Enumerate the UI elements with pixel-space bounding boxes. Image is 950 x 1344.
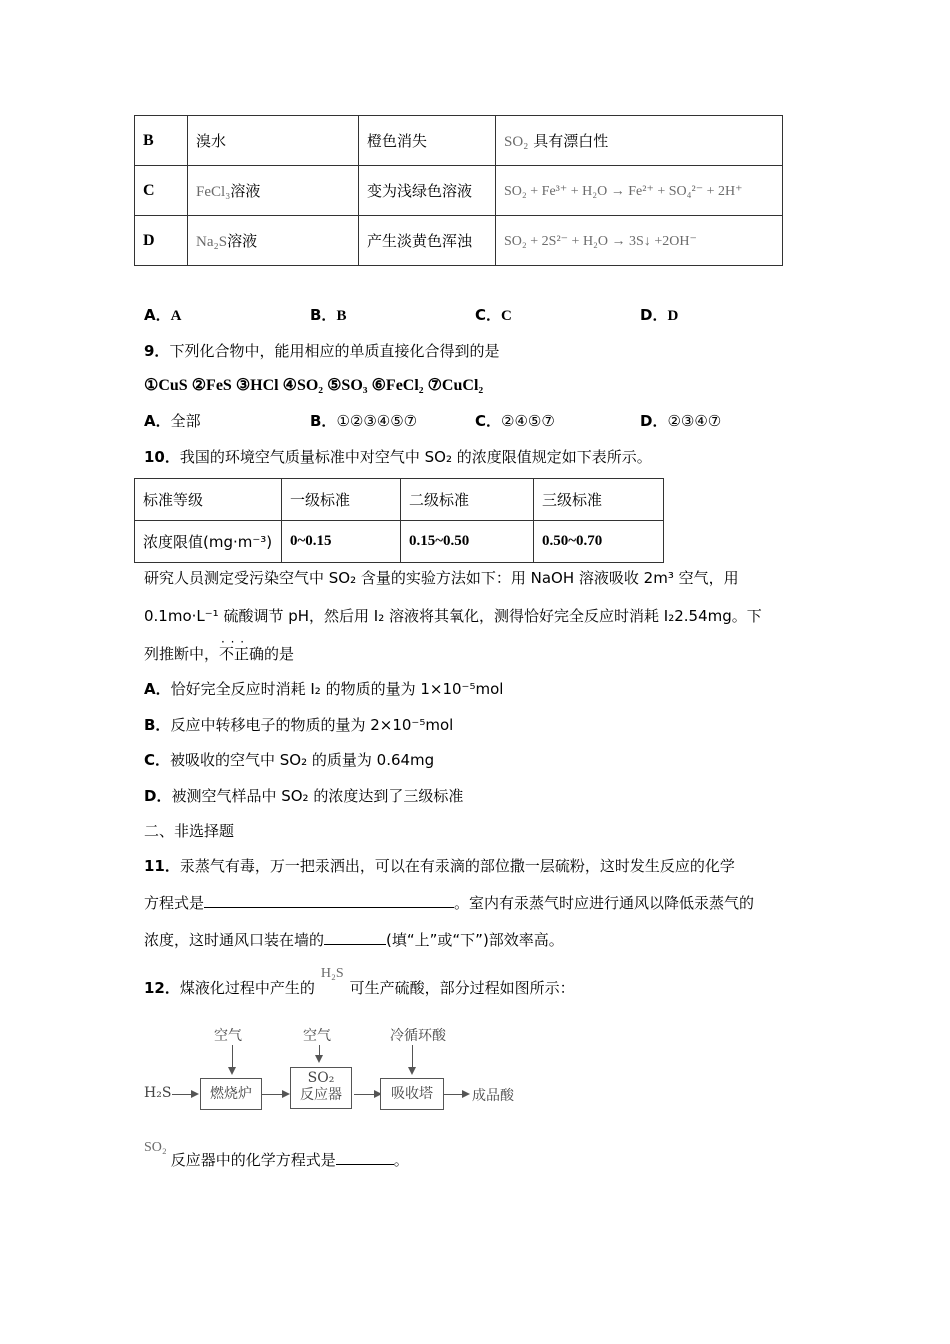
q9-option-a[interactable]: [144, 411, 201, 431]
option-value: ②④⑤⑦: [501, 412, 555, 430]
option-value: B: [336, 308, 347, 324]
q8-table: [134, 115, 783, 266]
reagent-cell: [188, 116, 359, 166]
feed-label: 空气: [303, 1028, 331, 1044]
table-row: [135, 116, 783, 166]
text: (填“上”或“下”)部效率高。: [386, 931, 564, 949]
value-cell: 0.15~0.50: [401, 521, 534, 563]
so2-reactor-box: [290, 1067, 352, 1109]
q8-option-a[interactable]: [144, 305, 181, 326]
emphasis-text: · · · 不正确: [219, 645, 264, 663]
q10-paragraph-line-1: 研究人员测定受污染空气中 SO₂ 含量的实验方法如下：用 NaOH 溶液吸收 2m³ 空气，用: [144, 569, 739, 587]
option-value: D: [667, 308, 679, 324]
input-label: H₂S: [144, 1085, 172, 1101]
q10-option-d[interactable]: [144, 786, 463, 806]
answer-blank[interactable]: [336, 1150, 394, 1165]
conclusion-cell: [496, 116, 783, 166]
question-text: 汞蒸气有毒，万一把汞洒出，可以在有汞滴的部位撒一层硫粉，这时发生反应的化学: [179, 857, 735, 875]
arrow-line: [172, 1094, 191, 1095]
conclusion-formula: SO₂ + 2S²⁻ + H₂O → 3S↓ +2OH⁻: [504, 234, 697, 249]
question-text: 我国的环境空气质量标准中对空气中 SO₂ 的浓度限值规定如下表所示。: [179, 448, 652, 466]
q9-items: ①CuS ②FeS ③HCl ④SO₂ ⑤SO₃ ⑥FeCl₂ ⑦CuCl₂: [144, 377, 484, 394]
section-title: 二、非选择题: [144, 822, 235, 840]
option-key: A．: [144, 680, 171, 698]
conclusion-formula: SO₂: [504, 134, 529, 150]
question-text: 下列化合物中，能用相应的单质直接化合得到的是: [169, 342, 500, 360]
q10-paragraph-line-2: 0.1mo·L⁻¹ 硫酸调节 pH，然后用 I₂ 溶液将其氧化，测得恰好完全反应时消耗 I₂2.54mg。下: [144, 607, 762, 625]
option-value: 全部: [170, 412, 201, 430]
option-key: A．: [144, 306, 171, 324]
reagent-cell: [188, 166, 359, 216]
row-label: 浓度限值(mg·m⁻³): [135, 521, 282, 563]
table-header-row: [135, 479, 664, 521]
text: 反应器中的化学方程式是: [170, 1151, 336, 1169]
option-value: 反应中转移电子的物质的量为 2×10⁻⁵mol: [170, 716, 454, 734]
q12-stem: [144, 966, 575, 1000]
phenomenon-cell: 产生淡黄色浑浊: [359, 216, 496, 266]
option-value: 被测空气样品中 SO₂ 的浓度达到了三级标准: [171, 787, 464, 805]
text: 方程式是: [144, 894, 205, 912]
formula: SO₂: [144, 1140, 167, 1155]
option-value: 恰好完全反应时消耗 I₂ 的物质的量为 1×10⁻⁵mol: [170, 680, 504, 698]
q8-option-b[interactable]: [310, 305, 346, 326]
text: 浓度，这时通风口装在墙的: [144, 931, 325, 949]
header-cell: 三级标准: [534, 479, 664, 521]
option-key: C．: [144, 751, 171, 769]
arrow-line: [444, 1094, 462, 1095]
option-key: B．: [144, 716, 171, 734]
arrow-line: [262, 1094, 282, 1095]
arrow-line: [412, 1045, 413, 1067]
value-cell: 0~0.15: [282, 521, 401, 563]
arrow-down-icon: [408, 1067, 416, 1075]
q10-stem: [144, 447, 652, 467]
text: 。室内有汞蒸气时应进行通风以降低汞蒸气的: [454, 894, 755, 912]
reagent-text: 溶液: [227, 232, 258, 250]
reagent-text: 溶液: [230, 182, 261, 200]
arrow-line: [319, 1045, 320, 1055]
phenomenon-cell: 变为浅绿色溶液: [359, 166, 496, 216]
process-flow-diagram: [140, 1015, 540, 1115]
reagent-text: 溴水: [196, 132, 227, 150]
option-key: D．: [640, 412, 668, 430]
option-value: ②③④⑦: [667, 412, 722, 430]
q8-option-d[interactable]: [640, 305, 678, 326]
option-value: 被吸收的空气中 SO₂ 的质量为 0.64mg: [170, 751, 435, 769]
text: 的是: [264, 645, 295, 663]
row-label: D: [135, 216, 188, 266]
q11-line-1: [144, 856, 735, 876]
formula: H₂S: [320, 966, 344, 981]
feed-label: 空气: [214, 1028, 242, 1044]
answer-blank[interactable]: [324, 930, 386, 945]
answer-blank[interactable]: [204, 893, 454, 908]
table-row: [135, 166, 783, 216]
reagent-cell: [188, 216, 359, 266]
q10-option-b[interactable]: [144, 715, 453, 735]
text: 可生产硫酸，部分过程如图所示：: [349, 979, 575, 997]
text: 煤液化过程中产生的: [179, 979, 315, 997]
header-cell: 二级标准: [401, 479, 534, 521]
output-label: 成品酸: [472, 1088, 514, 1104]
question-number: 10．: [144, 448, 180, 466]
arrow-line: [354, 1094, 374, 1095]
q11-line-3: [144, 930, 564, 950]
arrow-right-icon: [282, 1090, 290, 1098]
box-line: SO₂: [307, 1070, 335, 1086]
q8-option-c[interactable]: [475, 305, 512, 326]
q9-option-b[interactable]: [310, 411, 417, 431]
furnace-box: 燃烧炉: [200, 1078, 262, 1110]
conclusion-cell: [496, 216, 783, 266]
q10-paragraph-line-3: [144, 644, 294, 664]
q9-option-d[interactable]: [640, 411, 721, 431]
reagent-formula: FeCl₃: [196, 184, 231, 200]
arrow-down-icon: [315, 1055, 323, 1063]
q9-option-c[interactable]: [475, 411, 555, 431]
option-key: B．: [310, 412, 337, 430]
table-row: [135, 521, 664, 563]
phenomenon-cell: 橙色消失: [359, 116, 496, 166]
option-value: A: [170, 308, 182, 324]
row-label: C: [135, 166, 188, 216]
q12-question: [144, 1140, 409, 1172]
conclusion-formula: SO₂ + Fe³⁺ + H₂O → Fe²⁺ + SO₄²⁻ + 2H⁺: [504, 184, 743, 199]
conclusion-cell: [496, 166, 783, 216]
question-number: 9．: [144, 342, 170, 360]
option-key: D．: [640, 306, 668, 324]
header-cell: 一级标准: [282, 479, 401, 521]
feed-label: 冷循环酸: [390, 1028, 446, 1044]
reagent-formula: Na₂S: [196, 234, 228, 250]
option-key: A．: [144, 412, 171, 430]
q11-line-2: [144, 893, 754, 913]
question-number: 12．: [144, 979, 180, 997]
value-cell: 0.50~0.70: [534, 521, 664, 563]
text: 。: [393, 1151, 409, 1169]
q9-stem: [144, 341, 499, 361]
arrow-right-icon: [462, 1090, 470, 1098]
option-key: B．: [310, 306, 337, 324]
option-key: D．: [144, 787, 172, 805]
option-key: C．: [475, 412, 502, 430]
conclusion-text: 具有漂白性: [533, 132, 609, 150]
text: 列推断中，: [144, 645, 220, 663]
option-value: ①②③④⑤⑦: [336, 412, 418, 430]
box-line: 反应器: [300, 1087, 342, 1103]
option-key: C．: [475, 306, 502, 324]
q10-standards-table: [134, 478, 664, 563]
q10-option-a[interactable]: [144, 679, 503, 699]
question-number: 11．: [144, 857, 180, 875]
table-row: [135, 216, 783, 266]
q10-option-c[interactable]: [144, 750, 434, 770]
row-label: B: [135, 116, 188, 166]
arrow-line: [232, 1045, 233, 1067]
absorption-tower-box: 吸收塔: [380, 1078, 444, 1110]
arrow-right-icon: [191, 1090, 199, 1098]
option-value: C: [501, 308, 512, 324]
header-cell: 标准等级: [135, 479, 282, 521]
arrow-down-icon: [228, 1067, 236, 1075]
